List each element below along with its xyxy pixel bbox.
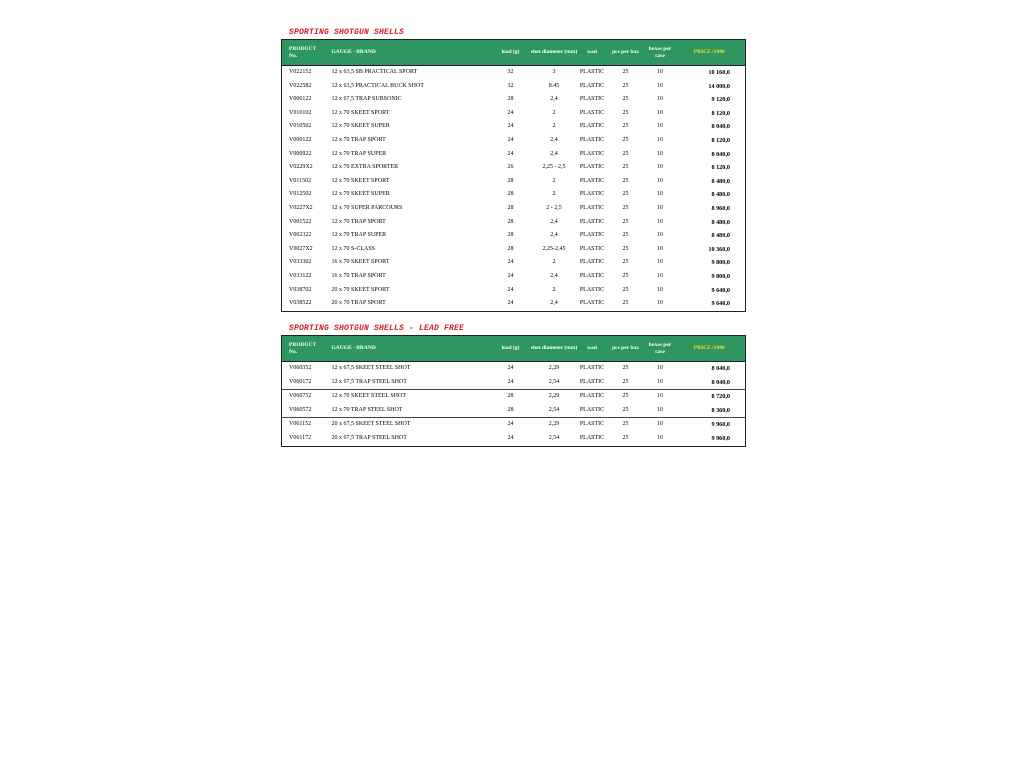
cell-pcs-per-box: 25 [622, 232, 629, 239]
cell-wad: PLASTIC [579, 191, 605, 198]
table-row [282, 120, 746, 134]
cell-boxes-per-case: 10 [657, 232, 663, 239]
cell-product-no: V022152 [289, 69, 312, 75]
cell-load: 24 [507, 300, 514, 307]
cell-load: 28 [507, 177, 514, 184]
cell-wad: PLASTIC [579, 272, 605, 279]
cell-gauge-brand: 12 x 63,5 SB PRACTICAL SPORT [331, 69, 418, 75]
table-row [282, 175, 746, 189]
cell-load: 24 [507, 136, 514, 143]
cell-price: 9 640,0 [711, 286, 730, 294]
cell-product-no: V061172 [289, 434, 312, 441]
cell-wad: PLASTIC [579, 123, 605, 130]
cell-wad: PLASTIC [579, 82, 605, 89]
header-wad: wad [580, 40, 605, 66]
header-gauge-brand: GAUGE - BRAND [325, 40, 493, 66]
cell-boxes-per-case: 10 [657, 204, 663, 211]
cell-pcs-per-box: 25 [622, 164, 629, 171]
cell-shot-diameter: 2,54 [529, 376, 580, 390]
cell-boxes-per-case: 10 [657, 191, 663, 198]
table-row [282, 66, 746, 80]
cell-price: 8 120,0 [711, 136, 730, 144]
table-row [282, 432, 746, 446]
cell-wad: PLASTIC [579, 393, 605, 400]
cell-boxes-per-case: 10 [657, 272, 663, 279]
cell-product-no: V060572 [282, 404, 325, 418]
cell-gauge-brand: 20 x 70 TRAP SPORT [331, 300, 386, 307]
header-load: load (g) [493, 336, 529, 362]
cell-product-no: V012502 [289, 191, 312, 198]
cell-boxes-per-case: 10 [657, 393, 663, 400]
cell-pcs-per-box: 25 [622, 393, 629, 400]
cell-price: 9 800,0 [711, 259, 730, 267]
cell-price: 14 000,0 [708, 82, 730, 90]
cell-shot-diameter: 2,4 [550, 272, 558, 279]
table-row [282, 297, 746, 311]
cell-gauge-brand: 12 x 70 SKEET SUPER [331, 191, 390, 198]
cell-shot-diameter: 2,54 [548, 434, 560, 441]
cell-load: 24 [507, 109, 514, 116]
cell-boxes-per-case: 10 [647, 376, 674, 390]
cell-pcs-per-box: 25 [622, 300, 629, 307]
cell-gauge-brand: 12 x 67,5 SKEET STEEL SHOT [331, 365, 411, 371]
cell-pcs-per-box: 25 [622, 177, 629, 184]
cell-pcs-per-box: 25 [622, 191, 629, 198]
cell-product-no: V061152 [289, 421, 312, 428]
cell-load: 24 [507, 150, 514, 157]
cell-boxes-per-case: 10 [657, 245, 663, 252]
cell-wad: PLASTIC [579, 109, 605, 116]
cell-product-no: V033302 [289, 259, 312, 266]
cell-pcs-per-box: 25 [622, 286, 629, 293]
table-row [282, 188, 746, 202]
cell-product-no: V060172 [282, 376, 325, 390]
cell-boxes-per-case: 10 [657, 300, 663, 307]
cell-gauge-brand: 20 x 70 SKEET SPORT [331, 286, 390, 293]
header-boxes-per-case: boxes per case [647, 40, 674, 66]
cell-price: 9 960,0 [711, 421, 730, 429]
cell-pcs-per-box: 25 [605, 404, 647, 418]
header-price: PRICE /1000 [674, 40, 746, 66]
cell-wad: PLASTIC [579, 150, 605, 157]
cell-boxes-per-case: 10 [657, 259, 663, 266]
cell-pcs-per-box: 25 [622, 204, 629, 211]
cell-pcs-per-box: 25 [622, 245, 629, 252]
cell-load: 24 [493, 376, 529, 390]
cell-product-no: V0027X2 [289, 245, 313, 252]
cell-load: 32 [507, 82, 514, 89]
cell-wad: PLASTIC [579, 286, 605, 293]
table-row [282, 284, 746, 298]
table-row [282, 93, 746, 107]
cell-shot-diameter: 2 - 2,5 [546, 204, 562, 211]
cell-shot-diameter: 8.45 [548, 82, 560, 89]
cell-price: 8 120,0 [711, 164, 730, 172]
cell-wad: PLASTIC [579, 69, 605, 75]
cell-price: 8 480,0 [711, 232, 730, 240]
cell-load: 24 [507, 123, 514, 130]
cell-boxes-per-case: 10 [647, 404, 674, 418]
cell-gauge-brand: 16 x 70 TRAP SPORT [331, 272, 386, 279]
cell-shot-diameter: 2 [552, 259, 556, 266]
cell-boxes-per-case: 10 [657, 123, 663, 130]
cell-boxes-per-case: 10 [657, 150, 663, 157]
cell-pcs-per-box: 25 [622, 123, 629, 130]
cell-gauge-brand: 12 x 70 TRAP SUPER [331, 232, 387, 239]
cell-price: 9 120,0 [711, 96, 730, 104]
cell-wad: PLASTIC [579, 136, 605, 143]
cell-gauge-brand: 12 x 70 TRAP SPORT [331, 136, 386, 143]
table-row [282, 362, 746, 376]
cell-gauge-brand: 12 x 67,5 TRAP SUBSONIC [331, 96, 402, 103]
header-pcs-per-box: pcs per box [605, 336, 647, 362]
cell-shot-diameter: 2,29 [548, 421, 560, 428]
section-title: SPORTING SHOTGUN SHELLS - LEAD FREE [289, 324, 465, 333]
cell-wad: PLASTIC [579, 300, 605, 307]
cell-product-no: V000122 [289, 136, 312, 143]
cell-load: 24 [507, 421, 514, 428]
cell-boxes-per-case: 10 [657, 421, 663, 428]
cell-boxes-per-case: 10 [657, 177, 663, 184]
cell-load: 28 [507, 393, 514, 400]
table-row [282, 107, 746, 121]
cell-boxes-per-case: 10 [657, 434, 663, 441]
cell-shot-diameter: 2 [552, 191, 556, 198]
cell-shot-diameter: 2 [552, 123, 556, 130]
cell-boxes-per-case: 10 [657, 109, 663, 116]
cell-price: 8 480,0 [711, 177, 730, 185]
cell-shot-diameter: 2 [552, 109, 556, 116]
cell-wad: PLASTIC [579, 204, 605, 211]
cell-boxes-per-case: 10 [657, 365, 663, 371]
section-lead-free-shells [281, 323, 745, 447]
table-row [282, 270, 746, 284]
cell-price: 8 120,0 [711, 109, 730, 117]
cell-load: 24 [507, 272, 514, 279]
cell-load: 26 [507, 164, 514, 171]
cell-wad: PLASTIC [579, 218, 605, 225]
cell-shot-diameter: 2,25 - 2,5 [542, 164, 566, 171]
section-title: SPORTING SHOTGUN SHELLS [289, 28, 405, 37]
cell-product-no: V038702 [289, 286, 312, 293]
cell-product-no: V0229X2 [289, 164, 313, 171]
cell-boxes-per-case: 10 [657, 286, 663, 293]
header-boxes-per-case: boxes per case [647, 336, 674, 362]
table-row [282, 376, 746, 390]
cell-gauge-brand: 12 x 70 SKEET SUPER [331, 123, 390, 130]
table-row [282, 256, 746, 270]
header-shot-diameter: shot diameter (mm) [529, 336, 580, 362]
cell-boxes-per-case: 10 [657, 69, 663, 75]
cell-pcs-per-box: 25 [622, 434, 629, 441]
table-row [282, 390, 746, 404]
cell-pcs-per-box: 25 [622, 82, 629, 89]
cell-price: 10 160,0 [708, 69, 730, 76]
table-row [282, 161, 746, 175]
cell-price: 8 480,0 [711, 191, 730, 199]
header-price: PRICE /1000 [674, 336, 746, 362]
cell-pcs-per-box: 25 [622, 136, 629, 143]
cell-load: 28 [507, 204, 514, 211]
cell-wad: PLASTIC [579, 259, 605, 266]
cell-gauge-brand: 12 x 70 TRAP STEEL SHOT [325, 404, 493, 418]
cell-boxes-per-case: 10 [657, 96, 663, 103]
cell-wad: PLASTIC [579, 365, 605, 371]
cell-shot-diameter: 2,29 [548, 365, 560, 371]
cell-wad: PLASTIC [580, 376, 605, 390]
cell-product-no: V038522 [289, 300, 312, 307]
cell-wad: PLASTIC [579, 96, 605, 103]
cell-shot-diameter: 2,25-2,45 [542, 245, 566, 252]
header-gauge-brand: GAUGE - BRAND [325, 336, 493, 362]
header-product-no: PRODUCT No. [282, 336, 325, 362]
cell-product-no: V060352 [289, 365, 312, 371]
cell-gauge-brand: 12 x 70 S-CLASS [331, 245, 376, 252]
cell-gauge-brand: 12 x 70 SUPER PARCOURS [331, 204, 403, 211]
header-row [282, 336, 746, 362]
cell-load: 32 [507, 69, 514, 75]
cell-price: 9 640,0 [711, 300, 730, 308]
cell-pcs-per-box: 25 [622, 96, 629, 103]
cell-wad: PLASTIC [579, 177, 605, 184]
cell-load: 28 [493, 404, 529, 418]
table-row [282, 216, 746, 230]
cell-boxes-per-case: 10 [657, 218, 663, 225]
table-row [282, 80, 746, 94]
cell-shot-diameter: 2,4 [550, 232, 558, 239]
cell-pcs-per-box: 25 [622, 259, 629, 266]
table-row [282, 243, 746, 257]
header-load: load (g) [493, 40, 529, 66]
table-row [282, 148, 746, 162]
header-product-no: PRODUCT No. [282, 40, 325, 66]
price-table [281, 39, 746, 312]
cell-load: 28 [507, 96, 514, 103]
cell-wad: PLASTIC [579, 434, 605, 441]
cell-load: 28 [507, 218, 514, 225]
header-wad: wad [580, 336, 605, 362]
cell-price: 9 800,0 [711, 272, 730, 280]
cell-wad: PLASTIC [579, 245, 605, 252]
cell-wad: PLASTIC [579, 421, 605, 428]
header-shot-diameter: shot diameter (mm) [529, 40, 580, 66]
cell-price: 8 360,0 [674, 404, 746, 418]
cell-price: 8 040,0 [711, 150, 730, 158]
cell-gauge-brand: 12 x 70 SKEET STEEL SHOT [331, 393, 406, 400]
cell-shot-diameter: 2,4 [550, 300, 558, 307]
cell-pcs-per-box: 25 [622, 272, 629, 279]
cell-gauge-brand: 12 x 63,5 PRACTICAL BUCK SHOT [331, 82, 424, 89]
cell-boxes-per-case: 10 [657, 164, 663, 171]
cell-gauge-brand: 12 x 70 SKEET SPORT [331, 177, 390, 184]
header-pcs-per-box: pcs per box [605, 40, 647, 66]
header-row [282, 40, 746, 66]
table-row [282, 202, 746, 216]
cell-pcs-per-box: 25 [622, 109, 629, 116]
cell-pcs-per-box: 25 [605, 376, 647, 390]
cell-load: 28 [507, 191, 514, 198]
cell-price: 9 960,0 [711, 434, 730, 442]
cell-shot-diameter: 2,4 [550, 96, 558, 103]
cell-product-no: V0227X2 [289, 204, 313, 211]
cell-product-no: V022582 [289, 82, 312, 89]
cell-product-no: V001522 [289, 218, 312, 225]
cell-price: 8 040,0 [711, 365, 730, 372]
cell-product-no: V010502 [289, 123, 312, 130]
cell-price: 8 040,0 [674, 376, 746, 390]
cell-wad: PLASTIC [579, 164, 605, 171]
cell-load: 24 [507, 365, 514, 371]
cell-pcs-per-box: 25 [622, 421, 629, 428]
cell-wad: PLASTIC [579, 232, 605, 239]
cell-gauge-brand: 12 x 70 TRAP SPORT [331, 218, 386, 225]
cell-product-no: V011502 [289, 177, 312, 184]
cell-product-no: V000922 [289, 150, 312, 157]
cell-boxes-per-case: 10 [657, 136, 663, 143]
section-sporting-shells [281, 27, 745, 312]
cell-pcs-per-box: 25 [622, 365, 629, 371]
cell-shot-diameter: 3 [552, 69, 556, 75]
cell-load: 24 [507, 286, 514, 293]
cell-gauge-brand: 12 x 70 TRAP SUPER [331, 150, 387, 157]
cell-price: 8 480,0 [711, 218, 730, 226]
cell-product-no: V002322 [289, 232, 312, 239]
cell-pcs-per-box: 25 [622, 150, 629, 157]
cell-shot-diameter: 2,29 [548, 393, 560, 400]
cell-load: 28 [507, 245, 514, 252]
cell-load: 28 [507, 232, 514, 239]
price-table [281, 335, 746, 447]
cell-product-no: V010102 [289, 109, 312, 116]
cell-price: 8 040,0 [711, 123, 730, 131]
cell-shot-diameter: 2,54 [529, 404, 580, 418]
cell-product-no: V060752 [289, 393, 312, 400]
cell-product-no: V033122 [289, 272, 312, 279]
table-row [282, 418, 746, 432]
cell-shot-diameter: 2,4 [550, 150, 558, 157]
cell-gauge-brand: 16 x 70 SKEET SPORT [331, 259, 390, 266]
cell-gauge-brand: 20 x 67,5 SKEET STEEL SHOT [331, 421, 411, 428]
cell-product-no: V006122 [289, 96, 312, 103]
cell-shot-diameter: 2 [552, 286, 556, 293]
cell-gauge-brand: 12 x 67,5 TRAP STEEL SHOT [325, 376, 493, 390]
table-row [282, 404, 746, 418]
cell-price: 8 720,0 [711, 393, 730, 401]
cell-load: 24 [507, 259, 514, 266]
table-row [282, 134, 746, 148]
cell-boxes-per-case: 10 [657, 82, 663, 89]
cell-shot-diameter: 2 [552, 177, 556, 184]
cell-gauge-brand: 12 x 70 SKEET SPORT [331, 109, 390, 116]
cell-shot-diameter: 2,4 [550, 218, 558, 225]
cell-shot-diameter: 2,4 [550, 136, 558, 143]
cell-price: 10 360,0 [708, 245, 730, 253]
table-row [282, 229, 746, 243]
cell-load: 24 [507, 434, 514, 441]
cell-pcs-per-box: 25 [622, 69, 629, 75]
cell-price: 8 960,0 [711, 204, 730, 212]
cell-gauge-brand: 12 x 70 EXTRA SPORTER [331, 164, 399, 171]
cell-gauge-brand: 20 x 67,5 TRAP STEEL SHOT [331, 434, 407, 441]
cell-wad: PLASTIC [580, 404, 605, 418]
cell-pcs-per-box: 25 [622, 218, 629, 225]
